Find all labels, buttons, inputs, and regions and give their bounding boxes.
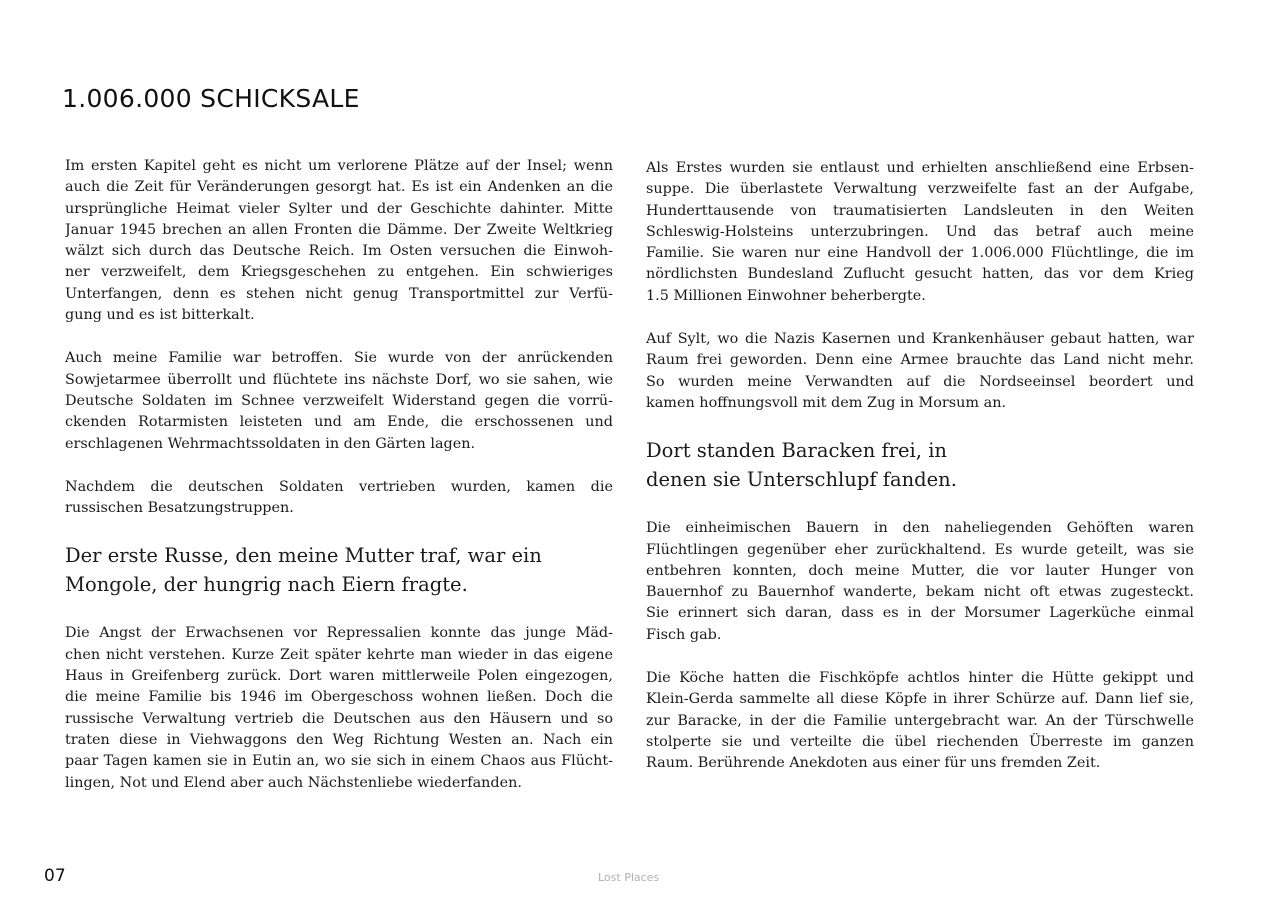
- text-line: Deutsche Soldaten im Schnee verzweifelt Widerstand gegen die vorrü-: [65, 392, 613, 409]
- paragraph: [646, 158, 1194, 307]
- paragraph: [65, 477, 613, 520]
- text-line: ner verzweifelt, dem Kriegsgeschehen zu entgehen. Ein schwieriges: [65, 264, 613, 281]
- paragraph: [646, 518, 1194, 646]
- paragraph: [65, 623, 613, 793]
- text-line: nördlichsten Bundesland Zuflucht gesucht hatten, das vor dem Krieg: [646, 266, 1194, 283]
- text-line: traten diese in Viehwaggons den Weg Richtung Westen an. Nach ein: [65, 731, 613, 748]
- paragraph: [646, 329, 1194, 414]
- text-line: die meine Familie bis 1946 im Obergeschoss wohnen ließen. Doch die: [65, 689, 613, 706]
- paragraph: [646, 668, 1194, 774]
- text-line: Nachdem die deutschen Soldaten vertrieben wurden, kamen die: [65, 478, 613, 495]
- text-line: gung und es ist bitterkalt.: [65, 307, 255, 324]
- text-line: Auch meine Familie war betroffen. Sie wurde von der anrückenden: [65, 350, 613, 367]
- page-title: 1.006.000 SCHICKSALE: [62, 84, 360, 113]
- text-line: Als Erstes wurden sie entlaust und erhielten anschließend eine Erbsen-: [646, 160, 1194, 176]
- paragraph: [65, 348, 613, 454]
- pull-quote: [646, 436, 1194, 494]
- pull-quote-line: Dort standen Baracken frei, in: [646, 439, 947, 463]
- text-line: entbehren konnten, doch meine Mutter, die vor lauter Hunger von: [646, 562, 1194, 579]
- text-line: ursprüngliche Heimat vieler Sylter und der Geschichte dahinter. Mitte: [65, 200, 613, 217]
- text-line: Unterfangen, denn es stehen nicht genug Transportmittel zur Verfü-: [65, 285, 613, 302]
- text-line: suppe. Die überlastete Verwaltung verzweifelte fast an der Aufgabe,: [646, 181, 1194, 198]
- text-line: russische Verwaltung vertrieb die Deutschen aus den Häusern und so: [65, 710, 613, 727]
- text-line: Flüchtlingen gegenüber eher zurückhaltend. Es wurde geteilt, was sie: [646, 541, 1194, 558]
- right-column: [646, 158, 1194, 797]
- text-line: ckenden Rotarmisten leisteten und am Ende, die erschossenen und: [65, 414, 613, 431]
- pull-quote: [65, 541, 613, 599]
- text-line: So wurden meine Verwandten auf die Nordseeinsel beordert und: [646, 373, 1194, 390]
- text-line: paar Tagen kamen sie in Eutin an, wo sie sich in einem Chaos aus Flücht-: [65, 753, 613, 770]
- text-line: kamen hoffnungsvoll mit dem Zug in Morsum an.: [646, 394, 1007, 411]
- text-line: Die Angst der Erwachsenen vor Repressalien konnte das junge Mäd-: [65, 625, 613, 642]
- text-line: zur Baracke, in der die Familie untergebracht war. An der Türschwelle: [646, 712, 1194, 729]
- pull-quote-line: Der erste Russe, den meine Mutter traf, war ein: [65, 544, 542, 568]
- paragraph: [65, 156, 613, 326]
- text-line: Schleswig-Holsteins unterzubringen. Und das betraf auch meine: [646, 223, 1194, 240]
- text-line: Sowjetarmee überrollt und flüchtete ins nächste Dorf, wo sie sahen, wie: [65, 371, 613, 388]
- pull-quote-line: denen sie Unterschlupf fanden.: [646, 468, 957, 492]
- text-line: Auf Sylt, wo die Nazis Kasernen und Krankenhäuser gebaut hatten, war: [646, 331, 1194, 348]
- text-line: Raum frei geworden. Denn eine Armee brauchte das Land nicht mehr.: [646, 352, 1194, 369]
- section-label: Lost Places: [598, 871, 660, 884]
- text-line: wälzt sich durch das Deutsche Reich. Im Osten versuchen die Einwoh-: [65, 243, 613, 260]
- text-line: 1.5 Millionen Einwohner beherbergte.: [646, 287, 926, 304]
- text-line: stolperte sie und verteilte die übel riechenden Überreste im ganzen: [646, 733, 1194, 750]
- text-line: Die einheimischen Bauern in den naheliegenden Gehöften waren: [646, 520, 1194, 537]
- text-line: Raum. Berührende Anekdoten aus einer für uns fremden Zeit.: [646, 755, 1101, 772]
- text-line: russischen Besatzungstruppen.: [65, 500, 294, 517]
- text-line: lingen, Not und Elend aber auch Nächstenliebe wiederfanden.: [65, 774, 523, 791]
- text-line: Familie. Sie waren nur eine Handvoll der 1.006.000 Flüchtlinge, die im: [646, 245, 1194, 262]
- text-line: Sie erinnert sich daran, dass es in der Morsumer Lagerküche einmal: [646, 605, 1194, 622]
- text-line: Fisch gab.: [646, 626, 722, 643]
- text-line: Im ersten Kapitel geht es nicht um verlorene Plätze auf der Insel; wenn: [65, 158, 613, 174]
- text-line: auch die Zeit für Veränderungen gesorgt hat. Es ist ein Andenken an die: [65, 179, 613, 196]
- text-line: Hunderttausende von traumatisierten Landsleuten in den Weiten: [646, 202, 1194, 219]
- text-line: Bauernhof zu Bauernhof wanderte, bekam nicht oft etwas zugesteckt.: [646, 584, 1194, 601]
- text-line: Die Köche hatten die Fischköpfe achtlos hinter die Hütte gekippt und: [646, 670, 1194, 687]
- left-column: [65, 156, 613, 816]
- text-line: Klein-Gerda sammelte all diese Köpfe in ihrer Schürze auf. Dann lief sie,: [646, 691, 1194, 708]
- text-line: Januar 1945 brechen an allen Fronten die Dämme. Der Zweite Weltkrieg: [65, 221, 613, 238]
- text-line: Haus in Greifenberg zurück. Dort waren mittlerweile Polen eingezogen,: [65, 668, 613, 685]
- page-number: 07: [44, 866, 66, 886]
- text-line: chen nicht verstehen. Kurze Zeit später kehrte man wieder in das eigene: [65, 646, 613, 663]
- text-line: erschlagenen Wehrmachtssoldaten in den Gärten lagen.: [65, 435, 476, 452]
- pull-quote-line: Mongole, der hungrig nach Eiern fragte.: [65, 573, 468, 597]
